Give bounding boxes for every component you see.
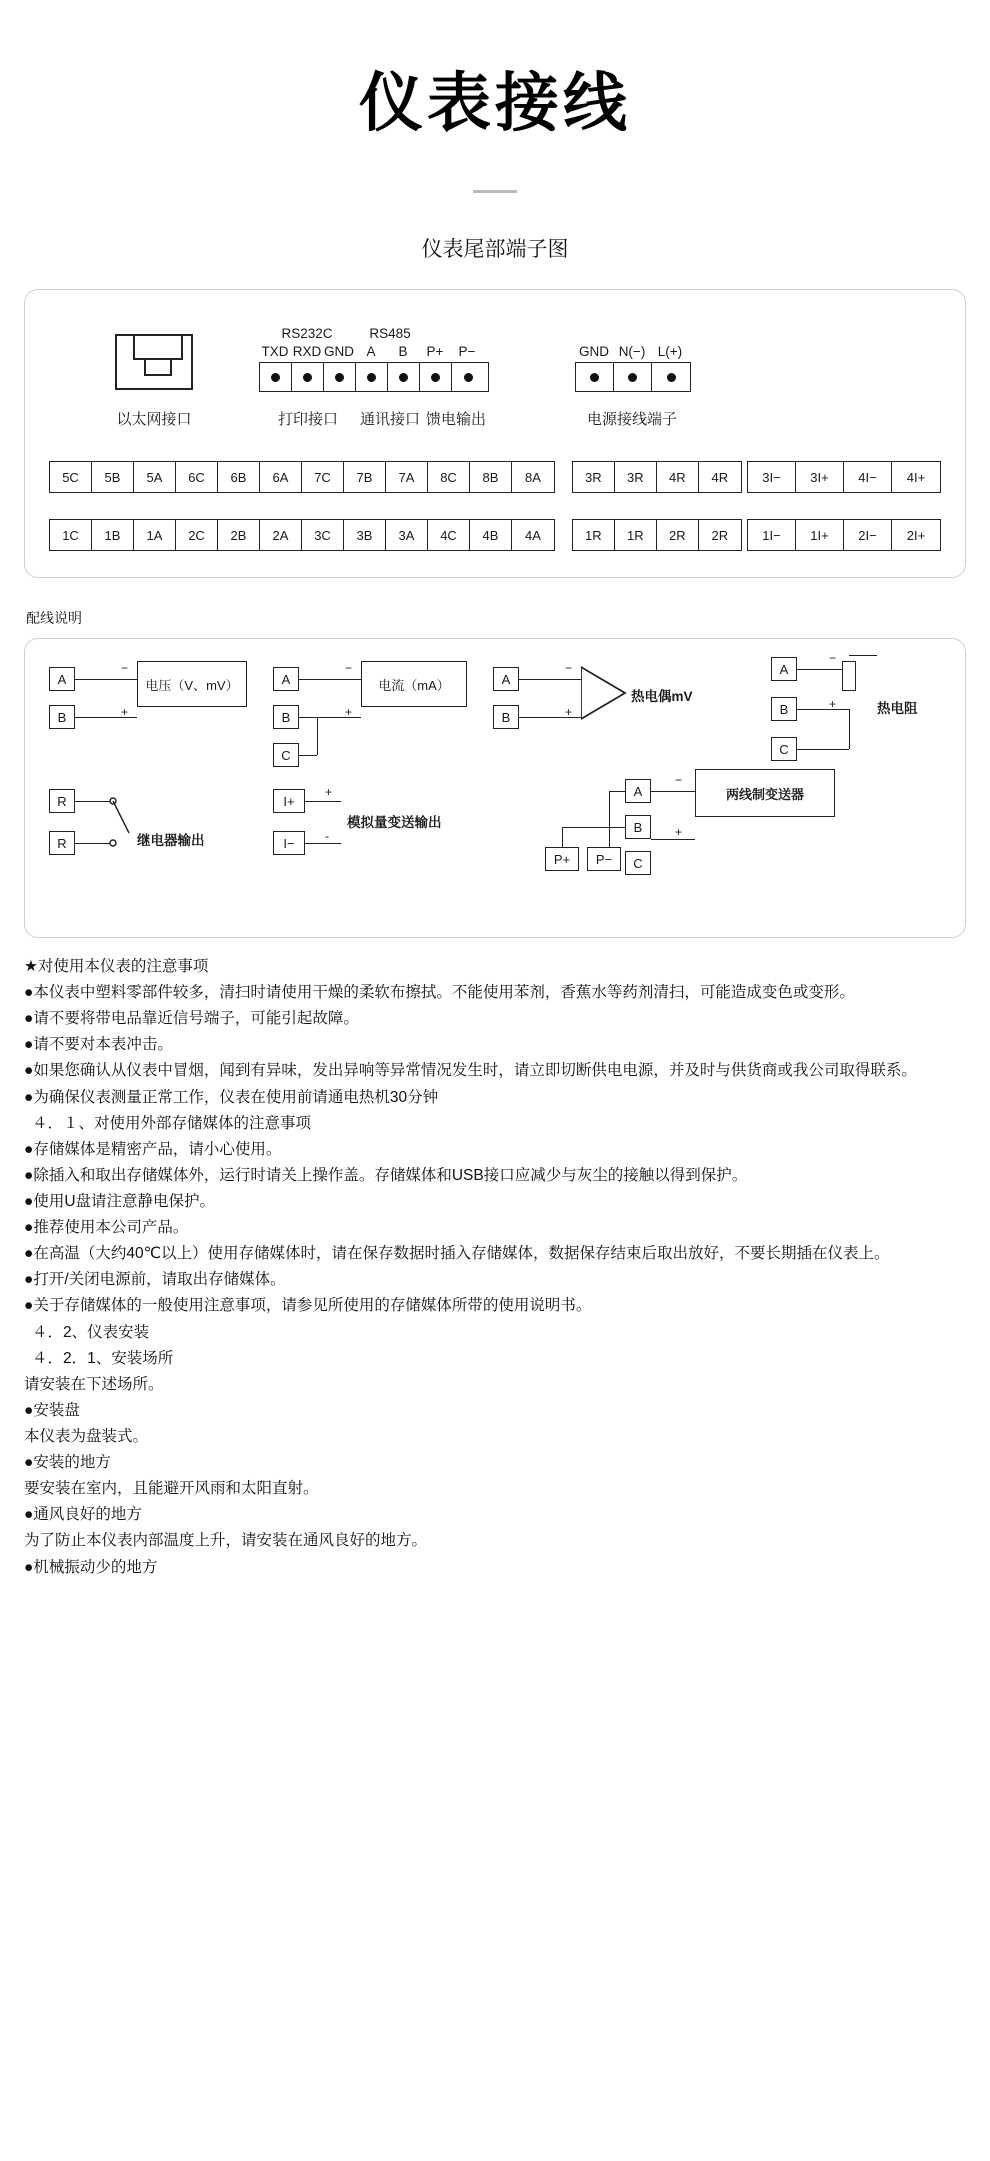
wiring-terminal-c: C bbox=[771, 737, 797, 761]
note-line: ●推荐使用本公司产品。 bbox=[24, 1219, 189, 1237]
signal-captions bbox=[259, 408, 489, 429]
page-title: 仪表接线 bbox=[359, 67, 631, 139]
note-line: 请安装在下述场所。 bbox=[24, 1375, 164, 1393]
terminal-screw bbox=[292, 363, 324, 391]
note-line: ●存储媒体是精密产品，请小心使用。 bbox=[24, 1140, 282, 1158]
note-line: ●机械振动少的地方 bbox=[24, 1558, 158, 1576]
terminal-cell: 1B bbox=[92, 520, 134, 550]
thermocouple-symbol-icon bbox=[581, 663, 633, 735]
wire bbox=[317, 717, 318, 755]
wiring-label-thermocouple: 热电偶mV bbox=[631, 689, 693, 704]
pin-label-gnd: GND bbox=[324, 344, 354, 359]
signal-terminal-group bbox=[259, 326, 489, 429]
note-line: ４．2．1、安装场所 bbox=[32, 1349, 174, 1367]
wire bbox=[651, 839, 695, 840]
note-line: 为了防止本仪表内部温度上升，请安装在通风良好的地方。 bbox=[24, 1532, 428, 1550]
caption-power-terminal: 电源接线端子 bbox=[586, 411, 677, 428]
pin-label-a: A bbox=[366, 344, 376, 359]
wiring-box-current: 电流（mA） bbox=[361, 661, 467, 707]
terminal-cell: 3B bbox=[344, 520, 386, 550]
rtd-element-icon bbox=[842, 661, 856, 691]
wiring-section-label: 配线说明 bbox=[26, 610, 82, 626]
terminal-screw bbox=[576, 363, 614, 391]
terminal-screw bbox=[388, 363, 420, 391]
signal-terminal-strip bbox=[259, 362, 489, 392]
note-line: ●如果您确认从仪表中冒烟，闻到有异味，发出异响等异常情况发生时，请立即切断供电电源，并及时与供货商或我公司取得联系。 bbox=[24, 1062, 917, 1080]
note-line: ４．１、对使用外部存储媒体的注意事项 bbox=[32, 1114, 312, 1132]
terminal-dot-icon bbox=[628, 373, 637, 382]
terminal-cell: 6A bbox=[260, 462, 302, 492]
terminal-cell: 3I+ bbox=[796, 462, 844, 492]
bus-label-rs485: RS485 bbox=[369, 326, 411, 341]
terminal-cell: 7A bbox=[386, 462, 428, 492]
terminal-block-upper-right bbox=[747, 461, 941, 493]
terminal-cell: 1I− bbox=[748, 520, 796, 550]
sign-minus: − bbox=[121, 661, 129, 675]
sign-minus: − bbox=[565, 661, 573, 675]
terminal-cell: 7C bbox=[302, 462, 344, 492]
note-line: ●关于存储媒体的一般使用注意事项，请参见所使用的存储媒体所带的使用说明书。 bbox=[24, 1297, 592, 1315]
terminal-row-lower bbox=[49, 519, 941, 551]
terminal-cell: 4B bbox=[470, 520, 512, 550]
note-line: 本仪表为盘装式。 bbox=[24, 1427, 149, 1445]
terminal-cell: 1R bbox=[573, 520, 615, 550]
note-line: ４．2、仪表安装 bbox=[32, 1323, 150, 1341]
terminal-cell: 4I− bbox=[844, 462, 892, 492]
wiring-label-relay: 继电器输出 bbox=[137, 833, 205, 848]
terminal-cell: 4A bbox=[525, 527, 541, 543]
terminal-block-lower-right bbox=[747, 519, 941, 551]
terminal-cell: 2I− bbox=[844, 520, 892, 550]
pin-label-b: B bbox=[398, 344, 408, 359]
terminal-cell: 3A bbox=[386, 520, 428, 550]
wiring-terminal-a: A bbox=[625, 779, 651, 803]
wiring-terminal-r2: R bbox=[49, 831, 75, 855]
wiring-terminal-b: B bbox=[493, 705, 519, 729]
terminal-cell: 8A bbox=[525, 469, 541, 485]
pin-label-power-l: L(+) bbox=[657, 344, 683, 359]
caption-comm-port: 通讯接口 bbox=[359, 411, 420, 428]
terminal-cell: 6B bbox=[218, 462, 260, 492]
terminal-screw bbox=[614, 363, 652, 391]
terminal-screw bbox=[420, 363, 452, 391]
sign-minus: − bbox=[345, 661, 353, 675]
wire bbox=[519, 717, 581, 718]
wiring-label-analog-output: 模拟量变送输出 bbox=[347, 815, 442, 830]
wiring-terminal-a: A bbox=[273, 667, 299, 691]
title-divider bbox=[473, 190, 517, 193]
terminal-dot-icon bbox=[335, 373, 344, 382]
terminal-dot-icon bbox=[667, 373, 676, 382]
note-line: ●本仪表中塑料零部件较多，清扫时请使用干燥的柔软布擦拭。不能使用苯剂，香蕉水等药剂清扫，可能造成变色或变形。 bbox=[24, 984, 855, 1002]
terminal-dot-icon bbox=[367, 373, 376, 382]
wire bbox=[75, 843, 111, 844]
terminal-cell: 4I+ bbox=[906, 469, 926, 485]
terminal-cell: 2I+ bbox=[906, 527, 926, 543]
terminal-row-upper bbox=[49, 461, 941, 493]
pin-label-power-gnd: GND bbox=[579, 344, 609, 359]
wiring-terminal-a: A bbox=[49, 667, 75, 691]
terminal-cell: 7B bbox=[344, 462, 386, 492]
terminal-block-upper-left bbox=[49, 461, 555, 493]
note-line: ●为确保仪表测量正常工作，仪表在使用前请通电热机30分钟 bbox=[24, 1088, 439, 1106]
terminal-cell: 3R bbox=[573, 462, 615, 492]
wire bbox=[305, 843, 341, 844]
sign-minus: - bbox=[325, 829, 329, 843]
pin-label-power-n: N(−) bbox=[618, 344, 646, 359]
sign-plus: + bbox=[325, 785, 333, 799]
note-line: ●使用U盘请注意静电保护。 bbox=[24, 1192, 216, 1210]
wiring-terminal-pminus: P− bbox=[587, 847, 621, 871]
wire bbox=[75, 717, 137, 718]
wiring-terminal-c: C bbox=[273, 743, 299, 767]
terminal-cell: 2R bbox=[711, 527, 729, 543]
wiring-terminal-b: B bbox=[771, 697, 797, 721]
terminal-cell: 1C bbox=[50, 520, 92, 550]
note-line: ●除插入和取出存储媒体外，运行时请关上操作盖。存储媒体和USB接口应减少与灰尘的接触以得到保护。 bbox=[24, 1166, 748, 1184]
terminal-cell: 2R bbox=[657, 520, 699, 550]
power-terminal-strip bbox=[575, 362, 691, 392]
rj45-jack-icon bbox=[115, 334, 193, 390]
terminal-cell: 3I− bbox=[748, 462, 796, 492]
sign-plus: + bbox=[675, 825, 683, 839]
terminal-cell: 8B bbox=[470, 462, 512, 492]
wire bbox=[75, 679, 137, 680]
ethernet-caption: 以太网接口 bbox=[116, 411, 192, 428]
note-line: ●打开/关闭电源前，请取出存储媒体。 bbox=[24, 1271, 286, 1289]
terminal-dot-icon bbox=[399, 373, 408, 382]
terminal-cell: 3R bbox=[615, 462, 657, 492]
terminal-screw bbox=[324, 363, 356, 391]
terminal-dot-icon bbox=[271, 373, 280, 382]
sign-plus: + bbox=[345, 705, 353, 719]
terminal-diagram-panel bbox=[24, 289, 966, 578]
pin-label-pplus: P+ bbox=[426, 344, 444, 359]
sign-plus: + bbox=[565, 705, 573, 719]
signal-pin-labels bbox=[259, 344, 489, 359]
terminal-dot-icon bbox=[303, 373, 312, 382]
note-line: ●请不要将带电品靠近信号端子，可能引起故障。 bbox=[24, 1010, 359, 1028]
power-caption-row bbox=[575, 408, 691, 429]
wire bbox=[305, 801, 341, 802]
note-line: 要安装在室内，且能避开风雨和太阳直射。 bbox=[24, 1480, 319, 1498]
wiring-box-two-wire-transmitter: 两线制变送器 bbox=[695, 769, 835, 817]
wiring-terminal-a: A bbox=[493, 667, 519, 691]
wiring-terminal-r1: R bbox=[49, 789, 75, 813]
terminal-cell: 1I+ bbox=[796, 520, 844, 550]
terminal-dot-icon bbox=[431, 373, 440, 382]
terminal-screw bbox=[452, 363, 484, 391]
wire bbox=[75, 801, 111, 802]
sign-plus: + bbox=[121, 705, 129, 719]
wiring-terminal-iminus: I− bbox=[273, 831, 305, 855]
wiring-label-rtd: 热电阻 bbox=[877, 701, 918, 716]
terminal-dot-icon bbox=[464, 373, 473, 382]
note-line: ●请不要对本表冲击。 bbox=[24, 1036, 173, 1054]
terminal-cell: 1R bbox=[615, 520, 657, 550]
caption-feed-output: 馈电输出 bbox=[425, 411, 486, 428]
terminal-screw bbox=[260, 363, 292, 391]
wiring-box-voltage: 电压（V、mV） bbox=[137, 661, 247, 707]
wire bbox=[562, 827, 563, 847]
terminal-screw bbox=[652, 363, 690, 391]
terminal-cell: 6C bbox=[176, 462, 218, 492]
terminal-cell: 5A bbox=[134, 462, 176, 492]
terminal-cell: 4R bbox=[711, 469, 729, 485]
notes-section bbox=[24, 954, 966, 1580]
wire bbox=[609, 791, 610, 847]
terminal-cell: 3C bbox=[302, 520, 344, 550]
wiring-terminal-b: B bbox=[625, 815, 651, 839]
bus-label-rs232c: RS232C bbox=[281, 326, 333, 341]
wire bbox=[562, 827, 625, 828]
ethernet-connector-group bbox=[49, 334, 259, 429]
terminal-cell: 5B bbox=[92, 462, 134, 492]
wire bbox=[299, 679, 361, 680]
wire bbox=[797, 709, 849, 710]
wire bbox=[299, 717, 361, 718]
caption-print-port: 打印接口 bbox=[277, 411, 338, 428]
terminal-cell: 4R bbox=[657, 462, 699, 492]
sign-plus: + bbox=[829, 697, 837, 711]
note-line: ●在高温（大约40℃以上）使用存储媒体时，请在保存数据时插入存储媒体，数据保存结束后取出放好，不要长期插在仪表上。 bbox=[24, 1245, 890, 1263]
note-line: ●通风良好的地方 bbox=[24, 1506, 142, 1524]
terminal-cell: 2C bbox=[176, 520, 218, 550]
power-pin-labels bbox=[575, 344, 691, 359]
sign-minus: − bbox=[675, 773, 683, 787]
note-line: ●安装的地方 bbox=[24, 1454, 111, 1472]
wiring-terminal-pplus: P+ bbox=[545, 847, 579, 871]
wire bbox=[849, 709, 850, 749]
power-terminal-group bbox=[575, 326, 691, 429]
terminal-cell: 8C bbox=[428, 462, 470, 492]
terminal-cell: 1A bbox=[134, 520, 176, 550]
wiring-terminal-a: A bbox=[771, 657, 797, 681]
wiring-diagram-panel bbox=[24, 638, 966, 938]
wire bbox=[299, 755, 317, 756]
pin-label-rxd: RXD bbox=[292, 344, 322, 359]
wire bbox=[849, 655, 877, 656]
pin-label-pminus: P− bbox=[458, 344, 476, 359]
wire bbox=[651, 791, 695, 792]
wire bbox=[797, 749, 849, 750]
wire bbox=[609, 791, 625, 792]
terminal-block-lower-mid bbox=[572, 519, 742, 551]
wire bbox=[519, 679, 581, 680]
top-connector-row bbox=[49, 312, 941, 435]
sign-minus: − bbox=[829, 651, 837, 665]
note-line: ●安装盘 bbox=[24, 1401, 80, 1419]
terminal-cell: 2B bbox=[218, 520, 260, 550]
power-group-spacer bbox=[575, 326, 691, 342]
terminal-block-upper-mid bbox=[572, 461, 742, 493]
section-subtitle: 仪表尾部端子图 bbox=[421, 238, 569, 261]
terminal-dot-icon bbox=[590, 373, 599, 382]
wiring-terminal-iplus: I+ bbox=[273, 789, 305, 813]
wiring-terminal-c: C bbox=[625, 851, 651, 875]
pin-label-txd: TXD bbox=[261, 344, 289, 359]
terminal-cell: 2A bbox=[260, 520, 302, 550]
terminal-screw bbox=[356, 363, 388, 391]
wiring-terminal-b: B bbox=[273, 705, 299, 729]
wiring-terminal-b: B bbox=[49, 705, 75, 729]
bus-group-labels bbox=[259, 326, 489, 342]
note-line: ★对使用本仪表的注意事项 bbox=[24, 958, 209, 975]
terminal-block-lower-left bbox=[49, 519, 555, 551]
terminal-cell: 4C bbox=[428, 520, 470, 550]
terminal-cell: 5C bbox=[50, 462, 92, 492]
